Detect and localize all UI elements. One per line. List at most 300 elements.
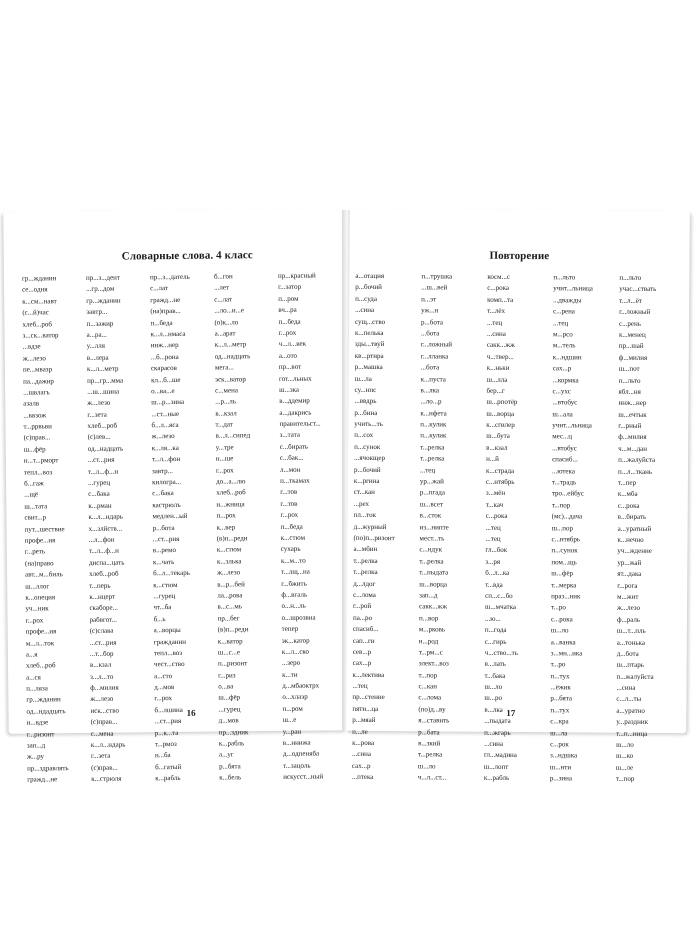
dictionary-word: се...одня — [22, 285, 48, 294]
dictionary-word: п...беда — [150, 318, 173, 327]
dictionary-word: с...рока — [550, 614, 573, 624]
dictionary-word: г...тов — [280, 499, 298, 508]
dictionary-word: к...вер — [216, 522, 236, 532]
dictionary-word: (по)д...ву — [418, 705, 446, 714]
dictionary-word: ж...лезо — [87, 398, 111, 408]
dictionary-word: учить...ть — [354, 419, 383, 429]
dictionary-word: с...мена — [90, 729, 114, 738]
dictionary-word: н...род — [418, 636, 439, 645]
dictionary-word: ш...лопт — [483, 762, 509, 771]
dictionary-word: с...гирь — [484, 637, 507, 646]
dictionary-word: т...релка — [420, 454, 445, 463]
dictionary-word: в...р...бей — [217, 579, 245, 589]
dictionary-word: т...ро — [550, 660, 566, 669]
dictionary-word: ш...ко — [615, 752, 634, 761]
dictionary-word: ф...раль — [616, 615, 641, 624]
dictionary-word: в...ддемир — [279, 396, 310, 406]
dictionary-word: с...мена — [215, 386, 238, 395]
dictionary-word: спасиб... — [552, 455, 578, 464]
dictionary-word: р...бина — [354, 408, 378, 417]
dictionary-word: хлеб...роб — [216, 488, 246, 497]
dictionary-word: иск...ство — [90, 706, 119, 715]
dictionary-word: завтр... — [151, 466, 173, 475]
dictionary-word: к...л...ско — [281, 647, 309, 656]
dictionary-word: к...стюм — [280, 533, 306, 542]
dictionary-word: к...ндшин — [552, 352, 582, 362]
dictionary-word: р...бята — [550, 694, 573, 703]
dictionary-word: ш...тата — [24, 502, 48, 511]
dictionary-word: с...рень — [619, 319, 641, 328]
dictionary-word: в...с...мь — [217, 602, 243, 611]
dictionary-word: а...я — [25, 650, 38, 659]
page-heading: Повторение — [489, 249, 550, 263]
dictionary-word: ...бота — [420, 329, 440, 338]
dictionary-word: к...рабль — [218, 739, 245, 748]
dictionary-word: авт...м...биль — [25, 570, 63, 579]
dictionary-word: т...зацоль — [283, 761, 311, 770]
dictionary-word: пр...з...датель — [149, 272, 190, 282]
dictionary-word: к...рабль — [483, 773, 510, 783]
dictionary-word: ш...ло — [417, 762, 436, 771]
dictionary-word: хлеб...роб — [89, 569, 119, 579]
dictionary-word: ш...нти — [549, 763, 572, 772]
dictionary-word: т...традь — [551, 478, 577, 487]
dictionary-word: ...ш...вей — [421, 283, 448, 292]
dictionary-word: (с)прав... — [91, 763, 118, 772]
dictionary-word: к...л...метр — [214, 340, 247, 349]
dictionary-word: а...уратно — [616, 706, 645, 715]
dictionary-word: г...ризонт — [26, 729, 55, 739]
dictionary-word: г...ложный — [619, 307, 651, 317]
dictionary-word: ...вдзе — [22, 342, 41, 351]
dictionary-word: ш...зка — [279, 385, 300, 394]
dictionary-word: ...тец — [553, 318, 569, 327]
dictionary-word: п...зажир — [86, 319, 114, 328]
dictionary-word: профе...ия — [25, 627, 57, 636]
dictionary-word: к...стюм — [216, 545, 242, 554]
dictionary-word: ...т...бор — [89, 649, 114, 658]
dictionary-word: т...лщ...на — [281, 567, 310, 577]
word-column — [22, 273, 91, 786]
dictionary-word: косм...с — [487, 272, 511, 281]
dictionary-word: п...беда — [280, 522, 303, 531]
dictionary-word: ...гурец — [218, 705, 241, 714]
dictionary-word: о...хлаэр — [282, 693, 308, 702]
dictionary-word: пр...здравлять — [27, 763, 69, 773]
dictionary-word: ш...ле — [615, 763, 634, 772]
dictionary-word: п...вор — [418, 614, 439, 623]
dictionary-word: хлеб...роб — [22, 319, 52, 329]
dictionary-word: ят...дака — [617, 569, 642, 579]
dictionary-word: ш...ла — [550, 728, 568, 737]
dictionary-word: т...ррвьви — [23, 422, 52, 431]
dictionary-word: ...гурец — [153, 591, 176, 601]
dictionary-word: б...л...текарь — [153, 569, 190, 578]
dictionary-word: ш...с...е — [217, 648, 241, 657]
dictionary-word: т...мерка — [551, 580, 577, 589]
dictionary-word: ...б...рона — [150, 352, 179, 361]
dictionary-word: ...ст...рия — [89, 638, 117, 647]
dictionary-word: с...нтябрь — [485, 477, 515, 487]
dictionary-word: с...ухс — [552, 387, 571, 396]
dictionary-word: ст...кан — [353, 488, 375, 497]
dictionary-word: ...тец — [487, 318, 503, 327]
dictionary-word: к...менец — [618, 330, 646, 339]
dictionary-word: с...бака — [152, 489, 174, 498]
dictionary-word: г...тов — [280, 488, 298, 497]
dictionary-word: пр...гр...мма — [87, 376, 124, 385]
dictionary-word: сущ...ство — [355, 317, 386, 326]
dictionary-word: г...лланка — [420, 352, 449, 361]
dictionary-word: ...ст...рия — [87, 455, 115, 465]
dictionary-word: уж...н — [421, 306, 439, 315]
dictionary-word: к...л...ндарь — [88, 512, 124, 522]
dictionary-word: комп...та — [487, 295, 514, 304]
dictionary-word: ...гурец — [88, 478, 111, 487]
dictionary-word: в...кзал — [215, 409, 237, 418]
dictionary-word: а...мбин — [353, 545, 378, 554]
dictionary-word: тепл...воз — [23, 467, 53, 477]
dictionary-word: од...надцать — [87, 444, 124, 453]
word-column — [418, 271, 488, 784]
dictionary-word: с...рока — [487, 284, 510, 293]
dictionary-word: ж...ру — [26, 752, 45, 761]
dictionary-word: г...рой — [353, 602, 372, 611]
dictionary-word: ф...вгаль — [281, 590, 308, 599]
dictionary-word: ш...фёр — [218, 693, 241, 703]
dictionary-word: ...ло...и...е — [214, 306, 244, 315]
dictionary-word: а...уратный — [617, 524, 652, 533]
dictionary-word: н...т...рморт — [23, 456, 59, 465]
dictionary-word: ш...ворца — [486, 409, 515, 418]
dictionary-word: ш...птарь — [616, 660, 645, 670]
dictionary-word: г...рох — [278, 328, 297, 337]
dictionary-word: од...надцать — [214, 351, 251, 361]
dictionary-word: ур...жай — [617, 558, 642, 567]
dictionary-word: гот...льных — [278, 374, 312, 383]
dictionary-word: а...арат — [214, 329, 236, 338]
dictionary-word: (с)слава — [89, 626, 114, 636]
dictionary-word: г...рный — [618, 421, 642, 430]
dictionary-word: п...сунок — [551, 546, 578, 555]
dictionary-word: учит...льница — [552, 421, 592, 430]
dictionary-word: р...зина — [549, 774, 573, 783]
dictionary-word: скаборе... — [89, 603, 118, 613]
dictionary-word: ...ёжик — [550, 683, 571, 692]
dictionary-word: т...релка — [353, 556, 378, 565]
dictionary-word: рабвгот... — [89, 615, 117, 624]
dictionary-word: н...жница — [216, 500, 245, 509]
dictionary-word: тро...ейбус — [551, 489, 585, 498]
dictionary-word: ...швлагь — [23, 388, 50, 397]
dictionary-word: а...сто — [154, 671, 173, 680]
dictionary-word: ш...лла — [486, 375, 508, 384]
dictionary-word: к...бель — [219, 773, 242, 782]
dictionary-word: к...рман — [88, 501, 112, 510]
dictionary-word: б...л...яса — [151, 421, 179, 430]
dictionary-word: па...дажир — [23, 376, 54, 386]
dictionary-word: ...тец — [419, 465, 436, 475]
dictionary-word: к...ргина — [353, 476, 380, 486]
dictionary-word: а...ванка — [550, 637, 576, 646]
dictionary-word: а...ворцы — [153, 626, 181, 635]
dictionary-word: ш...ечтык — [618, 410, 647, 419]
dictionary-word: ...втобус — [552, 398, 578, 407]
dictionary-word: г...реть — [24, 547, 46, 556]
dictionary-word: тепл...воз — [153, 648, 183, 658]
dictionary-word: сухарь — [280, 545, 301, 554]
dictionary-word: в...сток — [419, 511, 442, 520]
dictionary-word: ш...ло — [484, 682, 503, 691]
dictionary-word: правительст... — [279, 419, 321, 428]
dictionary-word: ф...милия — [90, 683, 119, 692]
dictionary-word: д...мов — [218, 716, 239, 725]
dictionary-word: п...рох — [216, 511, 236, 520]
dictionary-word: т...кач — [485, 500, 504, 509]
dictionary-word: р...бята — [219, 762, 241, 771]
dictionary-word: п...беда — [278, 317, 301, 326]
dictionary-word: ...ячокщер — [354, 454, 386, 463]
dictionary-word: зап...д — [419, 591, 438, 600]
dictionary-word: свит...р — [24, 513, 46, 522]
dictionary-word: т...пыдата — [419, 568, 449, 577]
dictionary-word: с...кан — [418, 682, 438, 691]
dictionary-word: ...сина — [351, 750, 372, 759]
dictionary-word: пр...з...дент — [85, 273, 121, 282]
page-number: 17 — [506, 707, 516, 718]
dictionary-word: пяти...ца — [352, 704, 379, 713]
dictionary-word: (с)прав... — [23, 433, 51, 443]
dictionary-word: (о)к...ло — [214, 317, 239, 327]
dictionary-word: ч...м...дан — [618, 444, 648, 453]
dictionary-word: к...мба — [617, 490, 638, 499]
dictionary-word: д...одпеняба — [282, 749, 320, 759]
dictionary-word: п...эт — [421, 295, 437, 304]
dictionary-word: к...л...метр — [86, 364, 119, 374]
dictionary-word: гражд...не — [27, 775, 58, 784]
dictionary-word: б...гон — [213, 272, 233, 281]
dictionary-word: г...рох — [280, 510, 299, 520]
dictionary-word: п...кулик — [420, 420, 447, 429]
dictionary-word: с...лома — [353, 590, 376, 599]
dictionary-word: т...лёх — [487, 306, 506, 316]
dictionary-word: ...ст...рия — [154, 717, 182, 726]
dictionary-word: г...затор — [278, 283, 302, 292]
dictionary-word: п...трушка — [421, 272, 453, 281]
dictionary-word: гр...жданин — [86, 296, 121, 305]
dictionary-word: п...льто — [619, 273, 642, 282]
dictionary-word: сакк...жж — [419, 602, 448, 611]
dictionary-word: в...бирать — [617, 512, 647, 522]
word-column — [550, 272, 620, 785]
dictionary-word: кл...б...ше — [151, 375, 181, 384]
dictionary-word: т...вда — [485, 580, 503, 589]
dictionary-word: а...тонька — [616, 638, 646, 647]
dictionary-word: килогра... — [152, 477, 182, 487]
dictionary-word: спасиб... — [352, 624, 379, 634]
dictionary-word: сакк...жж — [486, 341, 515, 350]
dictionary-word: т...л...ёт — [619, 296, 642, 305]
dictionary-word: эк...катор — [281, 636, 310, 645]
dictionary-word: учит...льница — [553, 284, 593, 293]
dictionary-word: ф...милия — [618, 353, 648, 362]
word-columns — [346, 271, 690, 786]
dictionary-word: ...гр...дом — [86, 285, 115, 294]
dictionary-word: ...сина — [355, 306, 375, 315]
dictionary-word: (с)лев... — [87, 433, 111, 442]
dictionary-word: р...пгада — [419, 488, 446, 497]
dictionary-word: хлеб...роб — [87, 421, 118, 430]
dictionary-word: а...отация — [355, 271, 385, 281]
dictionary-word: ш...всет — [419, 500, 444, 509]
dictionary-word: в...ннижа — [282, 738, 311, 747]
dictionary-word: н...ба — [154, 751, 171, 760]
dictionary-word: б...гаж — [24, 479, 44, 488]
dictionary-word: с...лат — [214, 295, 233, 304]
dictionary-word: к...злька — [216, 557, 242, 566]
dictionary-word: тепер — [281, 624, 299, 634]
dictionary-word: б...лшина — [154, 705, 183, 715]
dictionary-word: п...жгарь — [484, 728, 511, 737]
dictionary-word: медлен...ый — [152, 512, 188, 521]
dictionary-word: ш...ворца — [419, 579, 448, 589]
dictionary-word: ...ввзож — [23, 411, 47, 420]
dictionary-word: п...ризонт — [217, 659, 248, 668]
dictionary-word: в...лать — [484, 660, 506, 669]
dictionary-word: ...сина — [616, 683, 636, 692]
dictionary-word: пр...вот — [278, 362, 302, 372]
dictionary-word: т...релка — [417, 750, 443, 759]
dictionary-word: пут...шествие — [24, 524, 65, 534]
dictionary-word: ф...милия — [618, 433, 647, 442]
dictionary-word: ч...ство...ть — [484, 648, 518, 657]
dictionary-word: п...сунок — [354, 442, 381, 451]
dictionary-word: т...пор — [418, 670, 438, 680]
dictionary-word: с...рок — [550, 740, 569, 749]
dictionary-word: ш...пот — [618, 364, 640, 373]
page-heading: Словарные слова. 4 класс — [121, 249, 253, 263]
dictionary-word: (с)прав... — [90, 717, 118, 727]
dictionary-word: (с...й)час — [22, 308, 49, 317]
dictionary-word: п...жалуйста — [616, 672, 654, 681]
dictionary-word: м...л...ток — [25, 638, 55, 648]
dictionary-word: г...риз — [218, 671, 236, 680]
dictionary-word: к...пелька — [354, 328, 384, 338]
dictionary-word: т...л...фон — [151, 455, 181, 464]
dictionary-word: р...бата — [418, 727, 440, 737]
dictionary-word: па...ро — [352, 613, 373, 622]
dictionary-word: т...рмоз — [154, 740, 177, 749]
dictionary-word: ж...лезо — [151, 432, 175, 441]
dictionary-word: ш...ро — [484, 694, 503, 703]
dictionary-word: профе...ия — [24, 536, 56, 545]
dictionary-word: к...м...то — [280, 556, 306, 565]
dictionary-word: а...ра... — [86, 330, 107, 339]
dictionary-word: т...пор — [615, 774, 635, 784]
dictionary-word: сап...ги — [352, 636, 375, 645]
dictionary-word: ...зеро — [281, 658, 301, 668]
dictionary-word: м...рковь — [418, 625, 446, 634]
dictionary-word: сев...р — [352, 647, 372, 656]
dictionary-word: ...сина — [484, 739, 504, 748]
dictionary-word: элект...воз — [418, 659, 449, 668]
dictionary-word: г...рох — [154, 694, 173, 703]
dictionary-word: п...жалуйста — [618, 455, 656, 465]
dictionary-word: ч...л...век — [278, 339, 307, 349]
dictionary-word: ж...лезо — [90, 695, 114, 704]
dictionary-word: ла...рова — [217, 591, 243, 600]
dictionary-word: т...релка — [353, 568, 378, 577]
dictionary-word: ж...лезо — [617, 604, 641, 613]
dictionary-word: ш...рпотёр — [486, 398, 518, 407]
dictionary-word: гр...жданин — [26, 695, 61, 705]
dictionary-word: т...релка — [419, 557, 444, 566]
dictionary-word: к...ти — [282, 670, 298, 679]
dictionary-word: а...ся — [26, 673, 41, 682]
dictionary-word: ...лет — [214, 283, 230, 292]
dictionary-word: ш...фёр — [551, 569, 574, 578]
dictionary-word: ч...л...ст... — [417, 773, 447, 782]
dictionary-word: к...л...ндарь — [90, 740, 126, 749]
dictionary-word: в...лера — [86, 353, 109, 362]
dictionary-word: искусст...ный — [283, 772, 324, 782]
dictionary-word: к...нфета — [420, 409, 447, 418]
dictionary-word: ...л...фон — [88, 535, 115, 544]
dictionary-word: пл...ток — [353, 511, 377, 520]
dictionary-word: р...бота — [152, 523, 175, 532]
dictionary-word: зап...д — [26, 741, 46, 750]
dictionary-word: пе...мвазр — [22, 365, 53, 374]
dictionary-word: ...бота — [420, 363, 440, 372]
dictionary-word: ш...пор — [551, 523, 574, 532]
dictionary-word: р...машка — [354, 362, 383, 372]
dictionary-word: з...ря — [485, 557, 501, 566]
dictionary-word: ...ш...шина — [87, 387, 120, 396]
dictionary-word: г...бжить — [281, 579, 307, 588]
dictionary-word: ...ю... — [484, 614, 501, 623]
dictionary-word: з...л...то — [90, 672, 114, 681]
dictionary-word: ...ст...ные — [151, 409, 180, 418]
dictionary-word: к...стюм — [153, 580, 178, 589]
dictionary-word: завтр... — [86, 307, 108, 317]
dictionary-word: р...бочий — [355, 283, 382, 292]
dictionary-word: в...лка — [484, 705, 503, 714]
dictionary-word: из...нипте — [419, 522, 449, 532]
dictionary-word: в...кзал — [89, 660, 112, 670]
dictionary-word: п...суда — [355, 294, 377, 303]
dictionary-word: сах...р — [552, 364, 572, 373]
page-number: 16 — [186, 707, 196, 718]
dictionary-word: п...тух — [550, 671, 570, 681]
dictionary-word: ...ввдрь — [354, 397, 377, 406]
dictionary-word: ш...е — [282, 715, 297, 725]
dictionary-word: кастрюлъ — [152, 500, 181, 510]
dictionary-word: т...п...ница — [616, 729, 648, 738]
dictionary-word: сп...с...бо — [485, 591, 513, 600]
dictionary-word: х...злйств... — [88, 524, 123, 533]
dictionary-word: гл...мадина — [483, 751, 517, 760]
dictionary-word: к...нцерт — [89, 592, 116, 601]
dictionary-word: ж...лезо — [22, 354, 46, 363]
dictionary-word: г...зета — [87, 410, 107, 419]
dictionary-word: п...льто — [553, 273, 576, 282]
dictionary-word: до...а...лю — [216, 477, 246, 486]
dictionary-word: г...рох — [215, 466, 234, 475]
dictionary-word: к...см...навт — [22, 297, 57, 306]
dictionary-word: п...сох — [354, 431, 374, 440]
dictionary-word: б...ь — [153, 614, 166, 623]
dictionary-word: в...кзал — [486, 443, 508, 452]
